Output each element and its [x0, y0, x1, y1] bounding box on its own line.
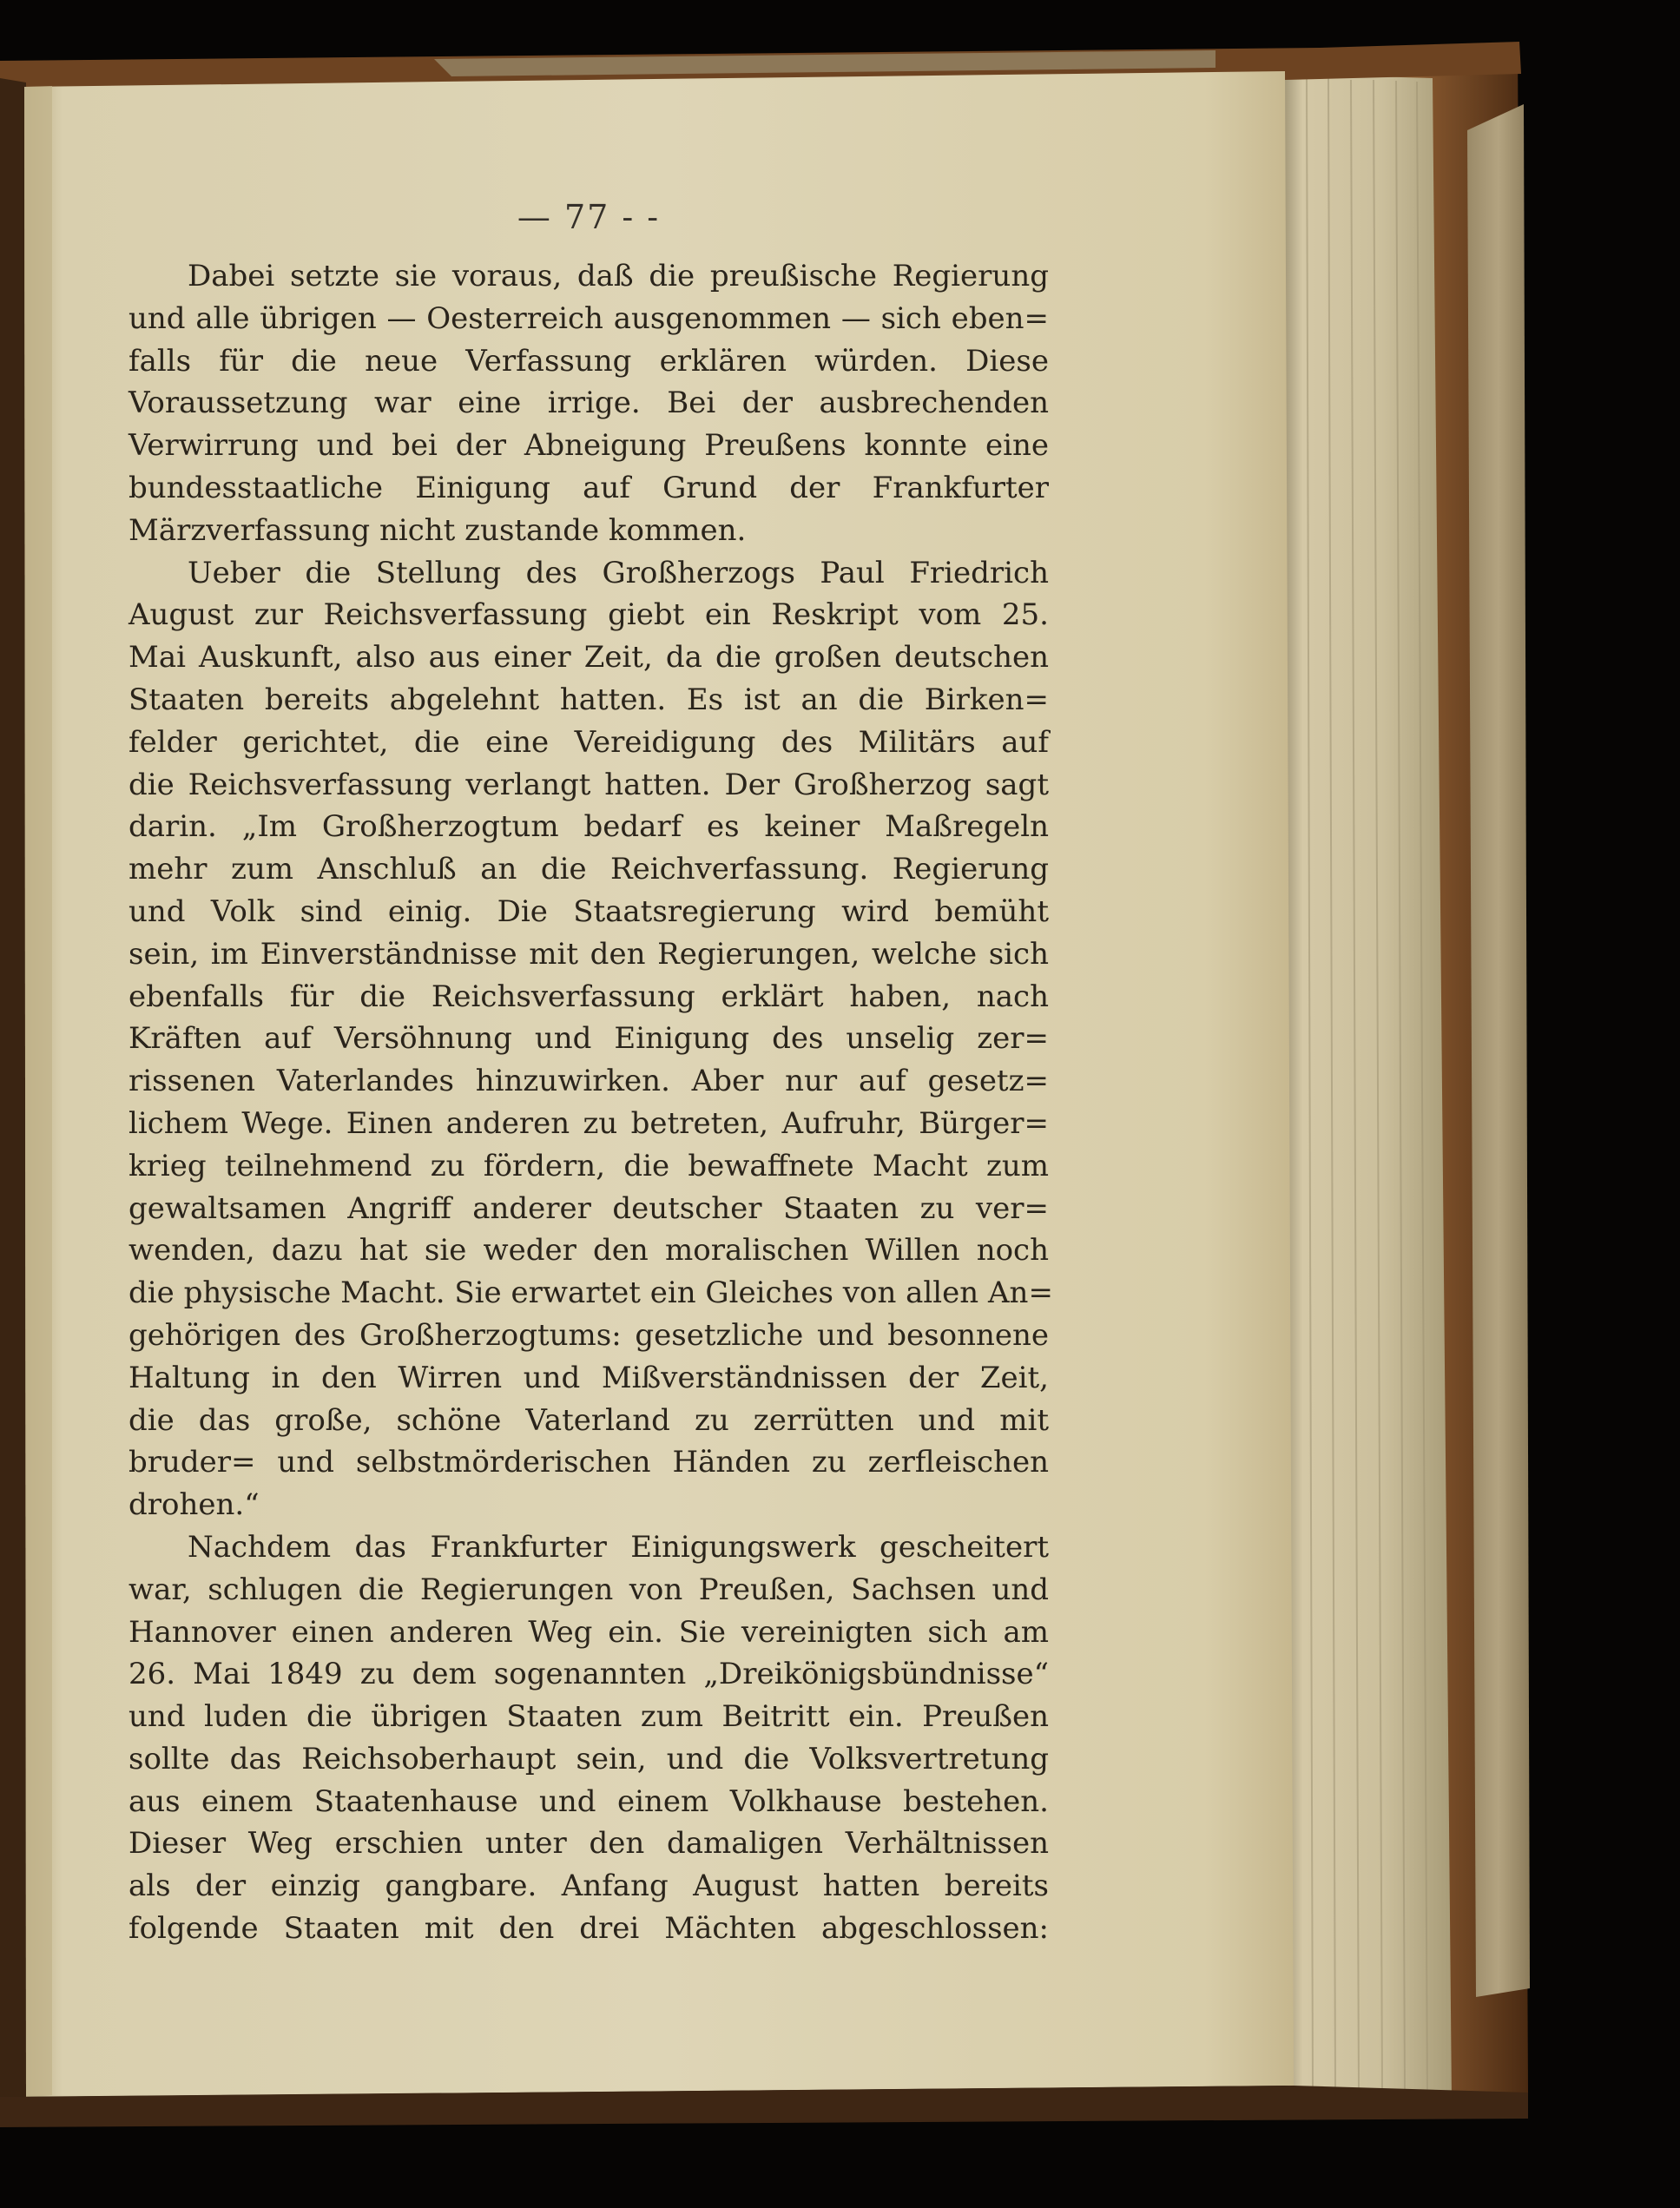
text-line: folgende Staaten mit den drei Mächten abgeschlossen:: [128, 1911, 1049, 1947]
text-line: sollte das Reichsoberhaupt sein, und die Volksvertretung: [128, 1741, 1049, 1776]
text-line: und Volk sind einig. Die Staatsregierung wird bemüht: [128, 893, 1049, 929]
text-line: Verwirrung und bei der Abneigung Preußens konnte eine: [128, 428, 1049, 464]
text-line: bundesstaatliche Einigung auf Grund der Frankfurter: [128, 470, 1049, 505]
text-line: die physische Macht. Sie erwartet ein Gleiches von allen An=: [128, 1275, 1053, 1311]
text-line: gehörigen des Großherzogtums: gesetzliche und besonnene: [128, 1317, 1049, 1353]
text-line: aus einem Staatenhause und einem Volkhause bestehen.: [128, 1783, 1049, 1819]
page-number: — 77 - -: [517, 198, 661, 236]
text-line: ebenfalls für die Reichsverfassung erklärt haben, nach: [128, 979, 1049, 1014]
text-line: Voraussetzung war eine irrige. Bei der ausbrechenden: [128, 386, 1049, 421]
text-line: 26. Mai 1849 zu dem sogenannten „Dreikönigsbündnisse“: [128, 1657, 1049, 1692]
text-line: Staaten bereits abgelehnt hatten. Es ist an die Birken=: [128, 682, 1049, 717]
text-line: und alle übrigen — Oesterreich ausgenommen — sich eben=: [128, 300, 1049, 336]
text-line: und luden die übrigen Staaten zum Beitritt ein. Preußen: [128, 1699, 1049, 1735]
text-line: als der einzig gangbare. Anfang August hatten bereits: [128, 1869, 1049, 1904]
text-line: Dabei setzte sie voraus, daß die preußische Regierung: [188, 259, 1049, 293]
paragraph-1: [128, 255, 1049, 552]
paragraph-3: [128, 1526, 1049, 1950]
text-line: Märzverfassung nicht zustande kommen.: [128, 512, 747, 548]
text-line: sein, im Einverständnisse mit den Regierungen, welche sich: [128, 936, 1049, 972]
text-line: wenden, dazu hat sie weder den moralischen Willen noch: [128, 1233, 1049, 1269]
text-line: drohen.“: [128, 1487, 260, 1523]
text-line: die das große, schöne Vaterland zu zerrütten und mit: [128, 1402, 1049, 1438]
text-line: Kräften auf Versöhnung und Einigung des unselig zer=: [128, 1021, 1049, 1057]
text-line: war, schlugen die Regierungen von Preußen, Sachsen und: [128, 1572, 1049, 1607]
text-line: felder gerichtet, die eine Vereidigung des Militärs auf: [128, 724, 1049, 760]
text-line: lichem Wege. Einen anderen zu betreten, Aufruhr, Bürger=: [128, 1105, 1049, 1141]
text-line: Dieser Weg erschien unter den damaligen Verhältnissen: [128, 1826, 1049, 1862]
paragraph-2: [128, 552, 1053, 1526]
text-line: krieg teilnehmend zu fördern, die bewaffnete Macht zum: [128, 1148, 1049, 1183]
text-line: falls für die neue Verfassung erklären würden. Diese: [128, 343, 1049, 379]
text-line: Ueber die Stellung des Großherzogs Paul Friedrich: [188, 555, 1049, 590]
text-line: Hannover einen anderen Weg ein. Sie vereinigten sich am: [128, 1614, 1049, 1650]
text-line: mehr zum Anschluß an die Reichverfassung. Regierung: [128, 852, 1049, 887]
text-line: Mai Auskunft, also aus einer Zeit, da die großen deutschen: [128, 640, 1049, 676]
page-text-block: [128, 198, 1053, 1950]
text-line: bruder= und selbstmörderischen Händen zu zerfleischen: [128, 1445, 1049, 1480]
text-line: Haltung in den Wirren und Mißverständnissen der Zeit,: [128, 1360, 1049, 1395]
text-line: August zur Reichsverfassung giebt ein Reskript vom 25.: [128, 597, 1049, 633]
text-line: gewaltsamen Angriff anderer deutscher Staaten zu ver=: [128, 1190, 1049, 1226]
text-line: die Reichsverfassung verlangt hatten. Der Großherzog sagt: [128, 767, 1049, 802]
text-line: rissenen Vaterlandes hinzuwirken. Aber nur auf gesetz=: [128, 1064, 1049, 1099]
text-line: darin. „Im Großherzogtum bedarf es keiner Maßregeln: [128, 809, 1049, 845]
text-line: Nachdem das Frankfurter Einigungswerk gescheitert: [188, 1529, 1049, 1565]
